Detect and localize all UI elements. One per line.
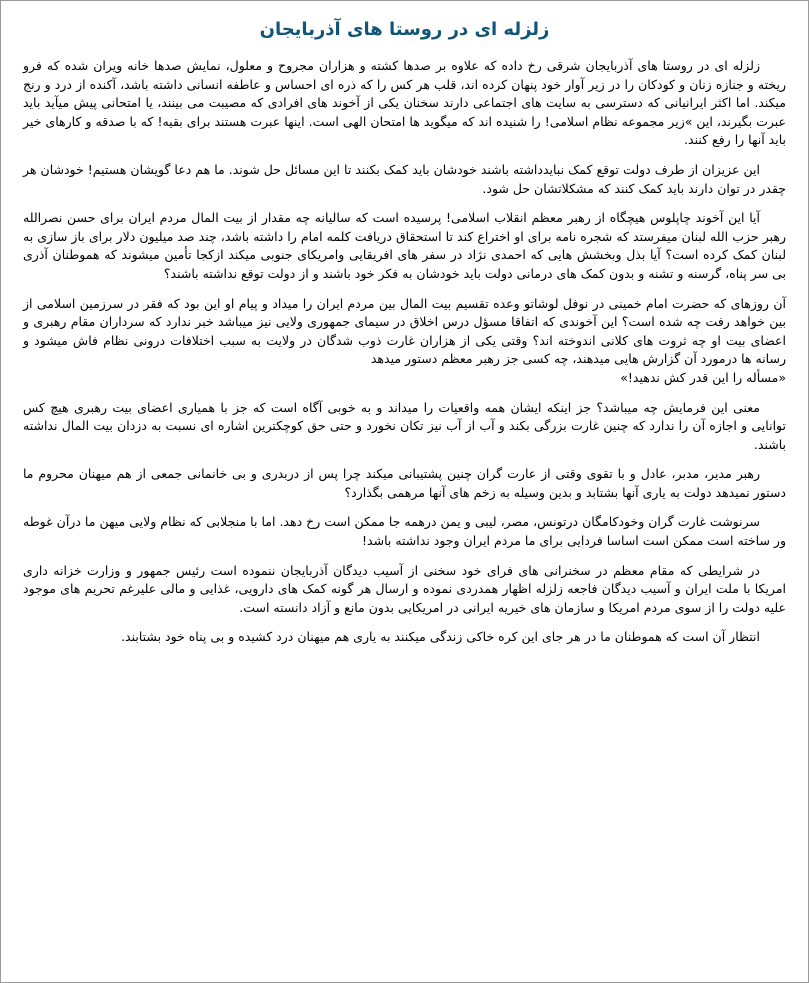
- paragraph-9: انتظار آن است که هموطنان ما در هر جای این کره خاکی زندگی میکنند به یاری هم میهنان درد کشیده و بی پناه خود بشتابند.: [121, 629, 760, 645]
- paragraph-8: در شرایطی که مقام معظم در سخنرانی های فرای خود سخنی از آسیب دیدگان آذربایجان ننموده است رئیس جمهور و وزارت خزانه داری امریکا با ملت ایران و آسیب دیدگان فاجعه زلزله اظهار همدردی نموده و ارسال هر گونه کمک های دارویی، غذایی و مالی علیرغم تحریم های موجود علیه دولت را از سوی مردم امریکا و سازمان های خیریه ایرانی در امریکایی بدون مانع و آزاد دانسته است.: [23, 562, 786, 615]
- paragraph-6: رهبر مدیر، مدبر، عادل و با تقوی وقتی از عارت گران چنین پشتیبانی میکند چرا پس از دربدری و بی خانمانی جمعی از هم میهنان محروم ما دستور نمیدهد دولت به یاری آنها بشتابد و بدین وسیله به زخم های آنها مرهمی بگذارد؟: [23, 466, 786, 500]
- paragraph-5: معنی این فرمایش چه میباشد؟ جز اینکه ایشان همه واقعیات را میداند و به خوبی آگاه است که جز با همیاری اعضای بیت رهبری هیچ کس توانایی و اجازه آن را ندارد که چنین غارت بزرگی بکند و آب از آب نیز تکان نخورد و حتی حق کوچکترین اشاره ای نسبت به دزدان بیت المال نداشته باشند.: [23, 399, 786, 452]
- page-title: زلزله ای در روستا های آذربایجان: [259, 19, 550, 40]
- paragraph-3: آیا این آخوند چاپلوس هیچگاه از رهبر معظم انقلاب اسلامی! پرسیده است که سالیانه چه مقدار از بیت المال مردم ایران برای حسن نصرالله رهبر حزب الله لبنان میفرستد که شجره نامه برای او اختراع کند تا استحقاق دریافت کلمه امام را داشته باشد، چند صد میلیون دلار برای باز سازی به لبنان کمک کرده است؟ آیا بذل وبخشش هایی که احمدی نژاد در سفر های افریقایی وامریکای جنوبی میکند ازکجا تأمین میشوند که هموطنان آذری بی سر پناه، گرسنه و تشنه و بدون کمک های درمانی دولت باید خودشان به فکر خود باشند و از دولت توقع نداشته باشند؟: [23, 210, 786, 281]
- paragraph-quote: «مسأله را این قدر کش ندهید!»: [620, 369, 786, 385]
- paragraph-7: سرنوشت غارت گران وخودکامگان درتونس، مصر، لیبی و یمن درهمه جا ممکن است رخ دهد. اما با منجلابی که نظام ولایی میهن ما درآن غوطه ور ساخته است ممکن است اساسا فردایی برای ما مردم ایران وجود نداشته باشد!: [23, 514, 786, 549]
- paragraph-4: آن روزهای که حضرت امام خمینی در نوفل لوشاتو وعده تقسیم بیت المال بین مردم ایران را میداد و پیام او این بود که فقر در سرزمین اسلامی از بین خواهد رفت چه شده است؟ این آخوندی که اتفاقا مسؤل درس اخلاق در سیمای جمهوری ولایی نیز میباشد خبر ندارد که سرداران مقام رهبری و اعضای بیت او چه ثروت های کلانی اندوخته اند؟ وقتی یکی از هزاران غارت ذوب شدگان در ولایت به سبب اختلافات درونی نظام فاش میشود و رسانه ها درمورد آن گزارش هایی میدهند، چه کسی جز رهبر معظم دستور میدهد: [23, 295, 786, 367]
- paragraph-2: این عزیزان از طرف دولت توقع کمک نبایدداشته باشند خودشان باید کمک بکنند تا این مسائل حل شوند. ما هم دعا گویشان هستیم! خودشان هر چقدر در توان دارند باید کمک کنند که مشکلاتشان حل شود.: [23, 161, 786, 196]
- article-body: [23, 57, 786, 647]
- paragraph-1: زلزله ای در روستا های آذربایجان شرقی رخ داده که علاوه بر صدها کشته و هزاران مجروح و معلول، نمایش صدها خانه ویران شده که فرو ریخته و جنازه زنان و کودکان را در زیر آوار خود پنهان کرده اند، قلب هر کس را که ذره ای احساس و عاطفه انسانی داشته باشد، آکنده از درد و رنج میکند. اما اکثر ایرانیانی که دسترسی به سایت های اجتماعی دارند سخنان یکی از آخوند های افرادی که مصیبت می بینند، یا امتحانی پیش میآید باید عبرت بگیرند، این »زیر مجموعه نظام اسلامی! را شنیده اند که میگوید ها امتحان الهی است. اینها عبرت هستند برای بقیه! که با صدقه و کارهای خیر باید آنها را رفع کنند.: [23, 58, 786, 148]
- document-content: [1, 1, 808, 657]
